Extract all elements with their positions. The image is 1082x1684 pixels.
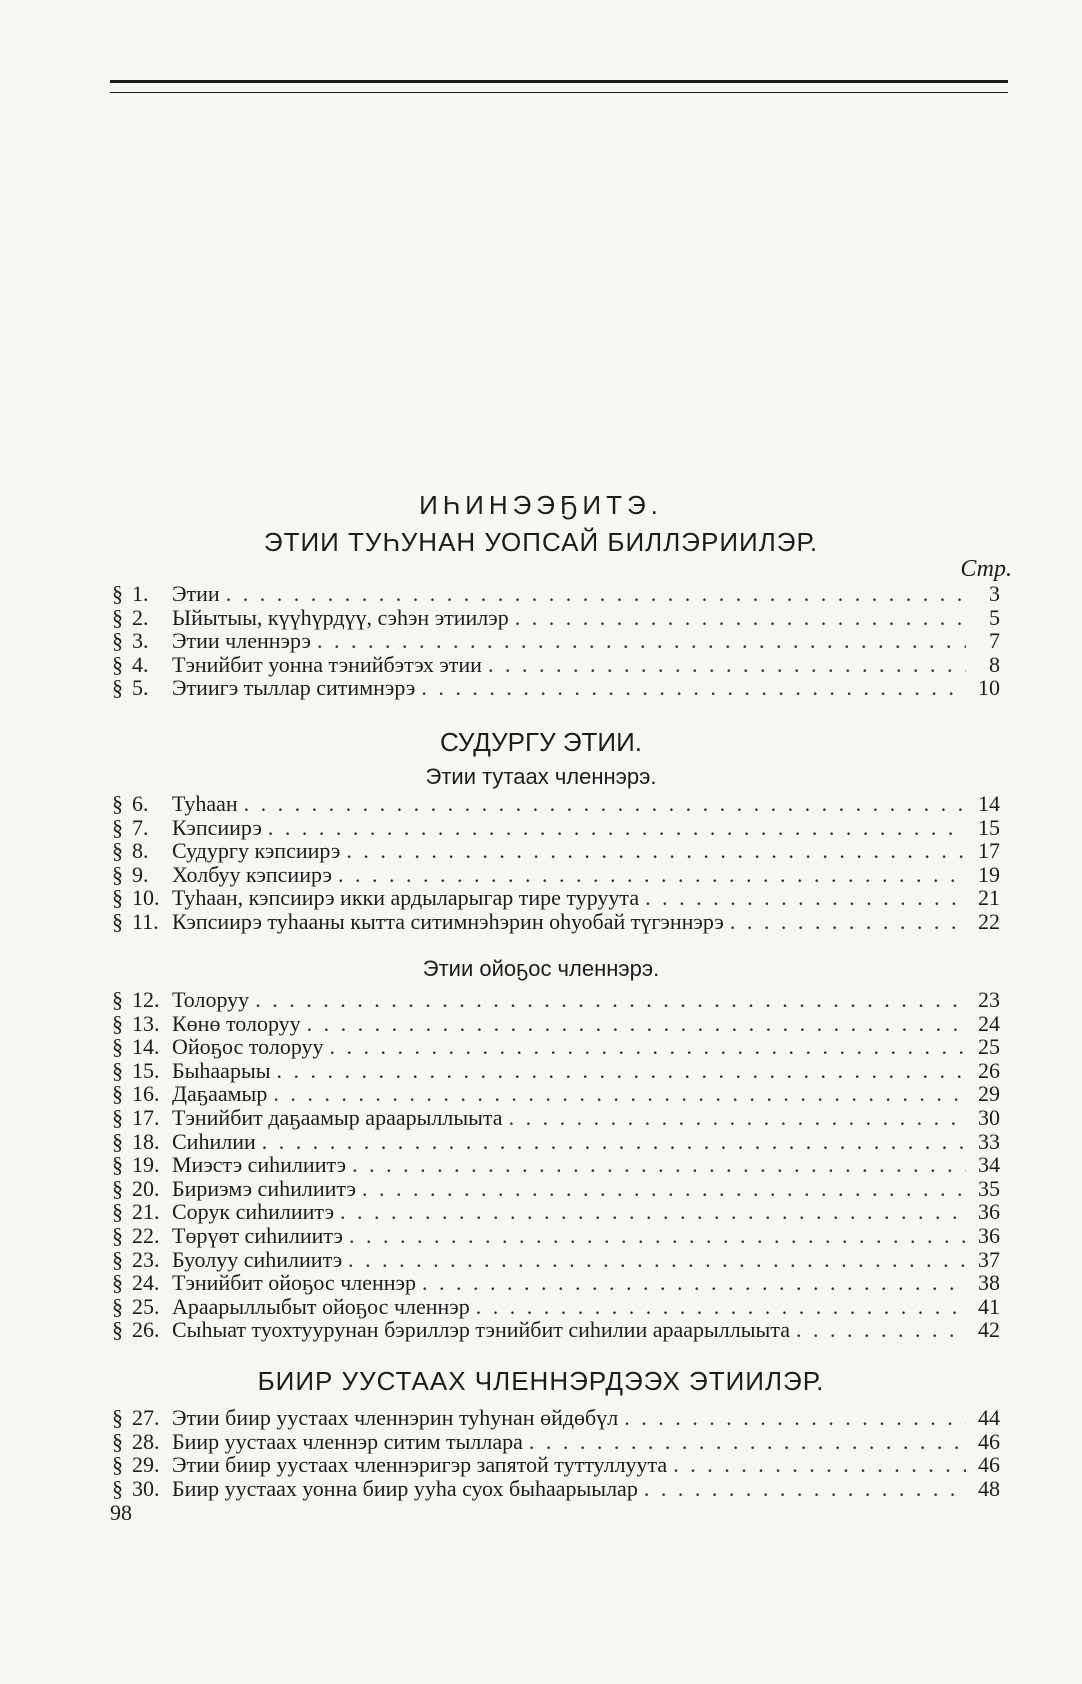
dot-leader bbox=[338, 863, 966, 887]
section-sign: § bbox=[112, 1175, 123, 1201]
dot-leader bbox=[262, 1130, 966, 1154]
entry-number: 2. bbox=[132, 604, 149, 630]
entry-number: 23. bbox=[132, 1246, 160, 1272]
entry-title: Тэнийбит ойоҕос членнэр bbox=[172, 1270, 416, 1296]
section-sign: § bbox=[112, 1104, 123, 1130]
section-sign: § bbox=[112, 675, 123, 701]
entry-title: Этиигэ тыллар ситимнэрэ bbox=[172, 675, 416, 701]
entry-page: 38 bbox=[978, 1270, 1000, 1296]
entry-page: 29 bbox=[978, 1081, 1000, 1107]
entry-title: Биир уустаах уонна биир ууһа суох быһаарыылар bbox=[172, 1475, 638, 1501]
dot-leader bbox=[317, 629, 966, 653]
section-sign: § bbox=[112, 885, 123, 911]
entry-title: Даҕаамыр bbox=[172, 1081, 268, 1107]
entry-title: Тэнийбит уонна тэнийбэтэх этии bbox=[172, 651, 482, 677]
section-sign: § bbox=[112, 1475, 123, 1501]
toc-entry bbox=[112, 606, 1000, 630]
entry-number: 12. bbox=[132, 987, 160, 1012]
toc-entry bbox=[112, 582, 1000, 606]
entry-number: 28. bbox=[132, 1428, 160, 1454]
entry-number: 19. bbox=[132, 1152, 160, 1178]
section-sign: § bbox=[112, 1010, 123, 1036]
entry-page: 34 bbox=[978, 1152, 1000, 1178]
toc-entry bbox=[112, 1200, 1000, 1224]
section-sign: § bbox=[112, 987, 123, 1012]
entry-title: Сыһыат туохтуурунан бэриллэр тэнийбит сиһилии араарыллыыта bbox=[172, 1317, 790, 1343]
dot-leader bbox=[255, 988, 966, 1012]
entry-page: 7 bbox=[989, 628, 1000, 654]
dot-leader bbox=[330, 1035, 966, 1059]
dot-leader bbox=[268, 816, 966, 840]
dot-leader bbox=[796, 1318, 966, 1342]
toc-entry bbox=[112, 1318, 1000, 1342]
entry-page: 14 bbox=[978, 791, 1000, 816]
dot-leader bbox=[244, 792, 966, 816]
dot-leader bbox=[307, 1012, 966, 1036]
toc-entry bbox=[112, 1153, 1000, 1177]
dot-leader bbox=[346, 839, 966, 863]
toc-entry bbox=[112, 1295, 1000, 1319]
entry-title: Кэпсиирэ туһааны кытта ситимнэһэрин оһуобай түгэннэрэ bbox=[172, 908, 724, 934]
section-a-title: ЭТИИ ТУҺУНАН УОПСАЙ БИЛЛЭРИИЛЭР. bbox=[263, 527, 819, 557]
entry-page: 21 bbox=[978, 885, 1000, 911]
section-sign: § bbox=[112, 1246, 123, 1272]
entry-page: 36 bbox=[978, 1199, 1000, 1225]
section-c-title: БИИР УУСТААХ ЧЛЕННЭРДЭЭХ ЭТИИЛЭР. bbox=[257, 1366, 825, 1396]
entry-page: 36 bbox=[978, 1222, 1000, 1248]
entry-title: Көнө толоруу bbox=[172, 1010, 301, 1036]
toc-entry bbox=[112, 839, 1000, 863]
dot-leader bbox=[277, 1059, 966, 1083]
entry-number: 9. bbox=[132, 861, 149, 887]
section-sign: § bbox=[112, 814, 123, 840]
entry-page: 42 bbox=[978, 1317, 1000, 1343]
entry-number: 3. bbox=[132, 628, 149, 654]
toc-entry bbox=[112, 1453, 1000, 1477]
section-sign: § bbox=[112, 1034, 123, 1060]
section-b-title: СУДУРГУ ЭТИИ. bbox=[439, 727, 642, 757]
entry-title: Холбуу кэпсиирэ bbox=[172, 861, 332, 887]
entry-page: 15 bbox=[978, 814, 1000, 840]
entry-page: 25 bbox=[978, 1034, 1000, 1060]
section-sign: § bbox=[112, 1057, 123, 1083]
entry-page: 46 bbox=[978, 1428, 1000, 1454]
toc-entry bbox=[112, 792, 1000, 816]
entry-title: Ойоҕос толоруу bbox=[172, 1034, 324, 1060]
toc-entry bbox=[112, 1082, 1000, 1106]
entry-title: Этии членнэрэ bbox=[172, 628, 311, 654]
entry-page: 5 bbox=[989, 604, 1000, 630]
section-sign: § bbox=[112, 1270, 123, 1296]
toc-list-b2 bbox=[112, 988, 1000, 1342]
section-b-subtitle-2: Этии ойоҕос членнэрэ. bbox=[422, 956, 660, 981]
entry-page: 44 bbox=[978, 1405, 1000, 1430]
entry-page: 48 bbox=[978, 1475, 1000, 1501]
dot-leader bbox=[730, 910, 966, 934]
dot-leader bbox=[673, 1453, 966, 1477]
section-sign: § bbox=[112, 838, 123, 864]
entry-page: 17 bbox=[978, 838, 1000, 864]
entry-number: 20. bbox=[132, 1175, 160, 1201]
dot-leader bbox=[273, 1082, 966, 1106]
entry-page: 22 bbox=[978, 908, 1000, 934]
entry-page: 26 bbox=[978, 1057, 1000, 1083]
dot-leader bbox=[349, 1224, 966, 1248]
entry-title: Туһаан bbox=[172, 791, 238, 816]
entry-page: 3 bbox=[989, 581, 1000, 606]
entry-number: 25. bbox=[132, 1293, 160, 1319]
section-sign: § bbox=[112, 1081, 123, 1107]
dot-leader bbox=[488, 653, 966, 677]
dot-leader bbox=[422, 1271, 966, 1295]
entry-title: Миэстэ сиһилиитэ bbox=[172, 1152, 347, 1178]
entry-title: Толоруу bbox=[172, 987, 250, 1012]
dot-leader bbox=[362, 1177, 966, 1201]
entry-title: Этии биир уустаах членнэрин туһунан өйдөбүл bbox=[172, 1405, 619, 1430]
entry-number: 4. bbox=[132, 651, 149, 677]
section-sign: § bbox=[112, 1452, 123, 1478]
section-sign: § bbox=[112, 1128, 123, 1154]
entry-number: 5. bbox=[132, 675, 149, 701]
entry-title: Кэпсиирэ bbox=[172, 814, 262, 840]
toc-list-b1 bbox=[112, 792, 1000, 934]
dot-leader bbox=[644, 1477, 966, 1501]
entry-title: Бириэмэ сиһилиитэ bbox=[172, 1175, 357, 1201]
toc-entry bbox=[112, 1248, 1000, 1272]
entry-page: 30 bbox=[978, 1104, 1000, 1130]
entry-number: 10. bbox=[132, 885, 160, 911]
page-number: 98 bbox=[110, 1500, 132, 1525]
entry-page: 19 bbox=[978, 861, 1000, 887]
entry-page: 37 bbox=[978, 1246, 1000, 1272]
entry-title: Этии bbox=[172, 581, 220, 606]
dot-leader bbox=[529, 1430, 966, 1454]
section-sign: § bbox=[112, 1199, 123, 1225]
entry-title: Этии биир уустаах членнэригэр запятой туттуллуута bbox=[172, 1452, 668, 1478]
entry-page: 24 bbox=[978, 1010, 1000, 1036]
section-sign: § bbox=[112, 1222, 123, 1248]
toc-entry bbox=[112, 910, 1000, 934]
toc-entry bbox=[112, 1406, 1000, 1430]
entry-number: 21. bbox=[132, 1199, 160, 1225]
entry-page: 33 bbox=[978, 1128, 1000, 1154]
toc-entry bbox=[112, 1059, 1000, 1083]
entry-number: 22. bbox=[132, 1222, 160, 1248]
entry-title: Ыйытыы, күүһүрдүү, сэһэн этиилэр bbox=[172, 604, 509, 630]
section-sign: § bbox=[112, 1152, 123, 1178]
section-sign: § bbox=[112, 628, 123, 654]
entry-number: 26. bbox=[132, 1317, 160, 1343]
entry-title: Төрүөт сиһилиитэ bbox=[172, 1222, 343, 1248]
entry-title: Туһаан, кэпсиирэ икки ардыларыгар тире туруута bbox=[172, 885, 640, 911]
toc-entry bbox=[112, 1130, 1000, 1154]
entry-number: 18. bbox=[132, 1128, 160, 1154]
section-sign: § bbox=[112, 1405, 123, 1430]
entry-title: Судургу кэпсиирэ bbox=[172, 838, 341, 864]
toc-list-c bbox=[112, 1406, 1000, 1500]
entry-number: 7. bbox=[132, 814, 149, 840]
entry-title: Сорук сиһилиитэ bbox=[172, 1199, 335, 1225]
dot-leader bbox=[509, 1106, 966, 1130]
dot-leader bbox=[352, 1153, 966, 1177]
top-rule-thick bbox=[110, 80, 1008, 83]
section-sign: § bbox=[112, 651, 123, 677]
toc-entry bbox=[112, 1035, 1000, 1059]
section-sign: § bbox=[112, 1428, 123, 1454]
entry-page: 41 bbox=[978, 1293, 1000, 1319]
section-b-subtitle-1: Этии тутаах членнэрэ. bbox=[425, 764, 657, 789]
entry-page: 8 bbox=[989, 651, 1000, 677]
entry-number: 29. bbox=[132, 1452, 160, 1478]
dot-leader bbox=[421, 676, 966, 700]
section-sign: § bbox=[112, 604, 123, 630]
section-sign: § bbox=[112, 1317, 123, 1343]
toc-entry bbox=[112, 676, 1000, 700]
entry-number: 8. bbox=[132, 838, 149, 864]
entry-number: 15. bbox=[132, 1057, 160, 1083]
section-sign: § bbox=[112, 908, 123, 934]
toc-entry bbox=[112, 863, 1000, 887]
toc-entry bbox=[112, 1477, 1000, 1501]
section-sign: § bbox=[112, 791, 123, 816]
entry-title: Быһаарыы bbox=[172, 1057, 271, 1083]
entry-title: Араарыллыбыт ойоҕос членнэр bbox=[172, 1293, 470, 1319]
toc-entry bbox=[112, 1012, 1000, 1036]
page-column-label: Стр. bbox=[960, 556, 1012, 582]
section-sign: § bbox=[112, 581, 123, 606]
toc-entry bbox=[112, 1271, 1000, 1295]
entry-page: 35 bbox=[978, 1175, 1000, 1201]
toc-entry bbox=[112, 1430, 1000, 1454]
entry-title: Буолуу сиһилиитэ bbox=[172, 1246, 343, 1272]
entry-title: Тэнийбит даҕаамыр араарыллыыта bbox=[172, 1104, 503, 1130]
entry-title: Биир уустаах членнэр ситим тыллара bbox=[172, 1428, 523, 1454]
entry-number: 11. bbox=[132, 908, 159, 934]
entry-number: 6. bbox=[132, 791, 149, 816]
entry-number: 17. bbox=[132, 1104, 160, 1130]
dot-leader bbox=[645, 886, 966, 910]
entry-title: Сиһилии bbox=[172, 1128, 256, 1154]
toc-entry bbox=[112, 1224, 1000, 1248]
entry-number: 13. bbox=[132, 1010, 160, 1036]
toc-entry bbox=[112, 1106, 1000, 1130]
dot-leader bbox=[515, 606, 966, 630]
toc-entry bbox=[112, 629, 1000, 653]
toc-entry bbox=[112, 988, 1000, 1012]
toc-entry bbox=[112, 816, 1000, 840]
section-sign: § bbox=[112, 1293, 123, 1319]
entry-page: 23 bbox=[978, 987, 1000, 1012]
toc-entry bbox=[112, 653, 1000, 677]
entry-number: 1. bbox=[132, 581, 149, 606]
toc-list-a bbox=[112, 582, 1000, 700]
dot-leader bbox=[476, 1295, 966, 1319]
dot-leader bbox=[348, 1248, 966, 1272]
dot-leader bbox=[226, 582, 966, 606]
top-rule-thin bbox=[110, 92, 1008, 93]
page-title: ИҺИНЭЭҔИТЭ. bbox=[419, 490, 663, 520]
dot-leader bbox=[340, 1200, 966, 1224]
section-sign: § bbox=[112, 861, 123, 887]
entry-page: 46 bbox=[978, 1452, 1000, 1478]
dot-leader bbox=[624, 1406, 966, 1430]
entry-number: 14. bbox=[132, 1034, 160, 1060]
toc-entry bbox=[112, 1177, 1000, 1201]
entry-number: 27. bbox=[132, 1405, 160, 1430]
entry-number: 16. bbox=[132, 1081, 160, 1107]
toc-entry bbox=[112, 886, 1000, 910]
entry-number: 30. bbox=[132, 1475, 160, 1501]
entry-number: 24. bbox=[132, 1270, 160, 1296]
entry-page: 10 bbox=[978, 675, 1000, 701]
